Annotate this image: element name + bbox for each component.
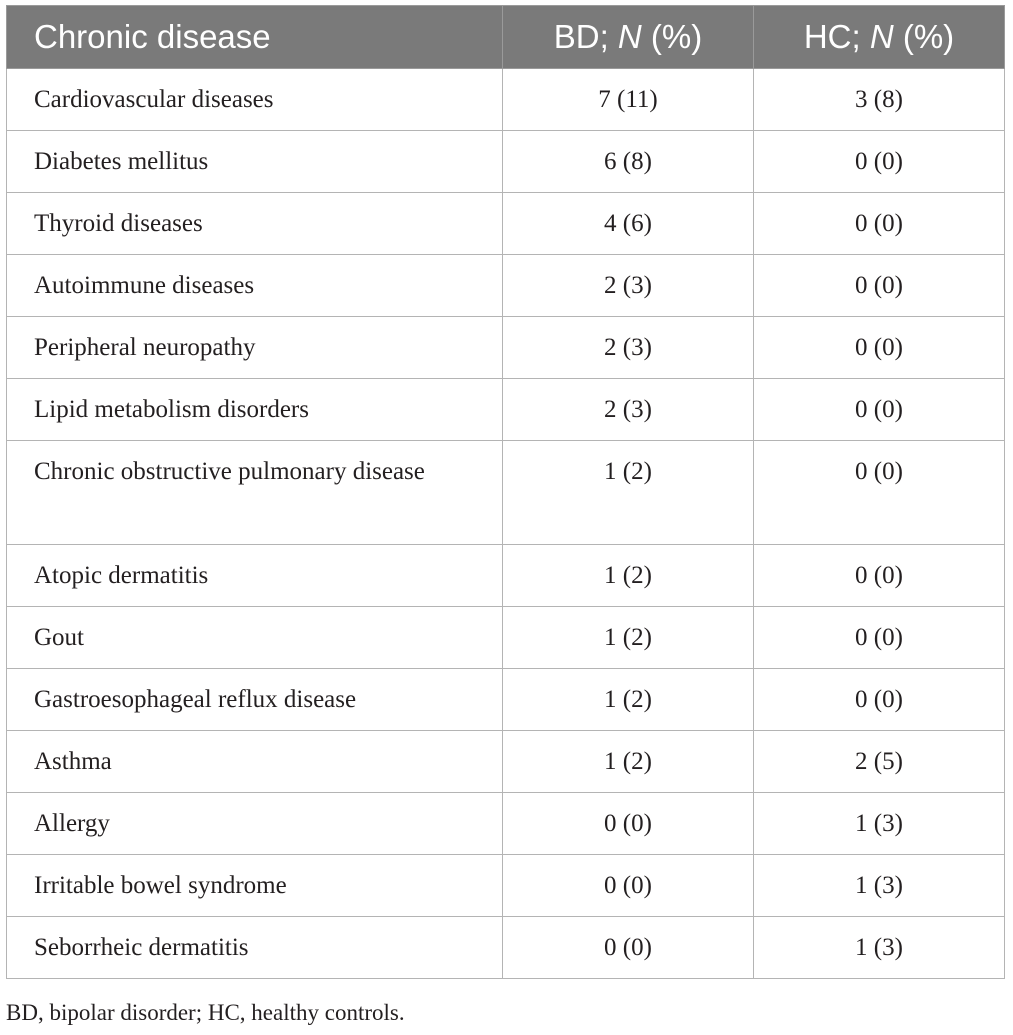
bd-cell [503, 131, 754, 193]
hc-value: 0 (0) [855, 562, 903, 589]
disease-name: Diabetes mellitus [34, 148, 209, 175]
bd-cell [503, 669, 754, 731]
disease-name: Gastroesophageal reflux disease [34, 686, 357, 713]
disease-cell [7, 317, 503, 379]
bd-cell [503, 255, 754, 317]
hc-cell [754, 917, 1005, 979]
hc-cell [754, 193, 1005, 255]
bd-cell [503, 855, 754, 917]
hc-cell [754, 317, 1005, 379]
bd-value: 1 (2) [604, 686, 652, 713]
hc-cell [754, 669, 1005, 731]
disease-name: Cardiovascular diseases [34, 86, 274, 113]
bd-value: 2 (3) [604, 272, 652, 299]
header-hc-prefix: HC; [803, 18, 870, 55]
bd-value: 1 (2) [604, 748, 652, 775]
bd-cell [503, 607, 754, 669]
disease-cell [7, 669, 503, 731]
bd-cell [503, 317, 754, 379]
disease-name: Asthma [34, 748, 112, 775]
disease-cell [7, 855, 503, 917]
bd-value: 2 (3) [604, 334, 652, 361]
disease-name: Allergy [34, 810, 110, 837]
bd-value: 6 (8) [604, 148, 652, 175]
hc-cell [754, 793, 1005, 855]
disease-name: Autoimmune diseases [34, 272, 255, 299]
disease-cell [7, 193, 503, 255]
disease-cell [7, 607, 503, 669]
hc-cell [754, 379, 1005, 441]
bd-value: 0 (0) [604, 872, 652, 899]
table-row [7, 317, 1005, 379]
disease-name: Peripheral neuropathy [34, 334, 256, 361]
bd-value: 1 (2) [604, 562, 652, 589]
hc-cell [754, 441, 1005, 545]
hc-value: 0 (0) [855, 334, 903, 361]
disease-cell [7, 441, 503, 545]
bd-cell [503, 545, 754, 607]
disease-cell [7, 793, 503, 855]
table-footnote: BD, bipolar disorder; HC, healthy controls. [6, 1000, 405, 1025]
table-row [7, 917, 1005, 979]
bd-value: 1 (2) [604, 458, 652, 485]
table-row [7, 255, 1005, 317]
table-body [7, 69, 1005, 979]
header-bd-n: N [617, 18, 642, 55]
hc-value: 0 (0) [855, 624, 903, 651]
bd-cell [503, 441, 754, 545]
table-row [7, 69, 1005, 131]
table-header [7, 6, 1005, 69]
disease-name: Gout [34, 624, 84, 651]
table-row [7, 731, 1005, 793]
disease-name: Chronic obstructive pulmonary disease [34, 458, 425, 485]
hc-cell [754, 69, 1005, 131]
table-row [7, 545, 1005, 607]
bd-value: 2 (3) [604, 396, 652, 423]
table-row [7, 193, 1005, 255]
header-bd-suffix: (%) [641, 18, 703, 55]
disease-cell [7, 917, 503, 979]
disease-cell [7, 731, 503, 793]
hc-cell [754, 607, 1005, 669]
bd-cell [503, 379, 754, 441]
disease-name: Irritable bowel syndrome [34, 872, 287, 899]
header-hc-n: N [869, 18, 894, 55]
bd-value: 4 (6) [604, 210, 652, 237]
header-bd-prefix: BD; [553, 18, 618, 55]
bd-value: 7 (11) [598, 86, 658, 113]
disease-cell [7, 69, 503, 131]
header-row [7, 6, 1005, 69]
disease-name: Lipid metabolism disorders [34, 396, 309, 423]
table-row [7, 669, 1005, 731]
bd-cell [503, 917, 754, 979]
hc-value: 1 (3) [855, 810, 903, 837]
disease-name: Seborrheic dermatitis [34, 934, 249, 961]
header-chronic-disease: Chronic disease [7, 6, 503, 69]
chronic-disease-table [6, 5, 1004, 979]
hc-value: 0 (0) [855, 396, 903, 423]
bd-value: 0 (0) [604, 934, 652, 961]
hc-value: 0 (0) [855, 148, 903, 175]
table-row [7, 855, 1005, 917]
hc-value: 3 (8) [855, 86, 903, 113]
hc-value: 0 (0) [855, 210, 903, 237]
disease-cell [7, 255, 503, 317]
hc-cell [754, 131, 1005, 193]
bd-value: 0 (0) [604, 810, 652, 837]
disease-cell [7, 131, 503, 193]
hc-cell [754, 731, 1005, 793]
header-hc-suffix: (%) [893, 18, 955, 55]
hc-value: 0 (0) [855, 272, 903, 299]
hc-cell [754, 855, 1005, 917]
hc-value: 2 (5) [855, 748, 903, 775]
bd-cell [503, 193, 754, 255]
bd-cell [503, 793, 754, 855]
data-table [6, 5, 1005, 979]
disease-name: Thyroid diseases [34, 210, 203, 237]
bd-cell [503, 69, 754, 131]
hc-value: 1 (3) [855, 872, 903, 899]
hc-cell [754, 255, 1005, 317]
disease-cell [7, 545, 503, 607]
disease-name: Atopic dermatitis [34, 562, 209, 589]
header-bd [503, 6, 754, 69]
hc-value: 1 (3) [855, 934, 903, 961]
header-hc [754, 6, 1005, 69]
hc-value: 0 (0) [855, 458, 903, 485]
disease-cell [7, 379, 503, 441]
hc-cell [754, 545, 1005, 607]
table-row [7, 793, 1005, 855]
bd-value: 1 (2) [604, 624, 652, 651]
hc-value: 0 (0) [855, 686, 903, 713]
table-row [7, 379, 1005, 441]
bd-cell [503, 731, 754, 793]
table-row [7, 441, 1005, 545]
table-row [7, 131, 1005, 193]
table-row [7, 607, 1005, 669]
